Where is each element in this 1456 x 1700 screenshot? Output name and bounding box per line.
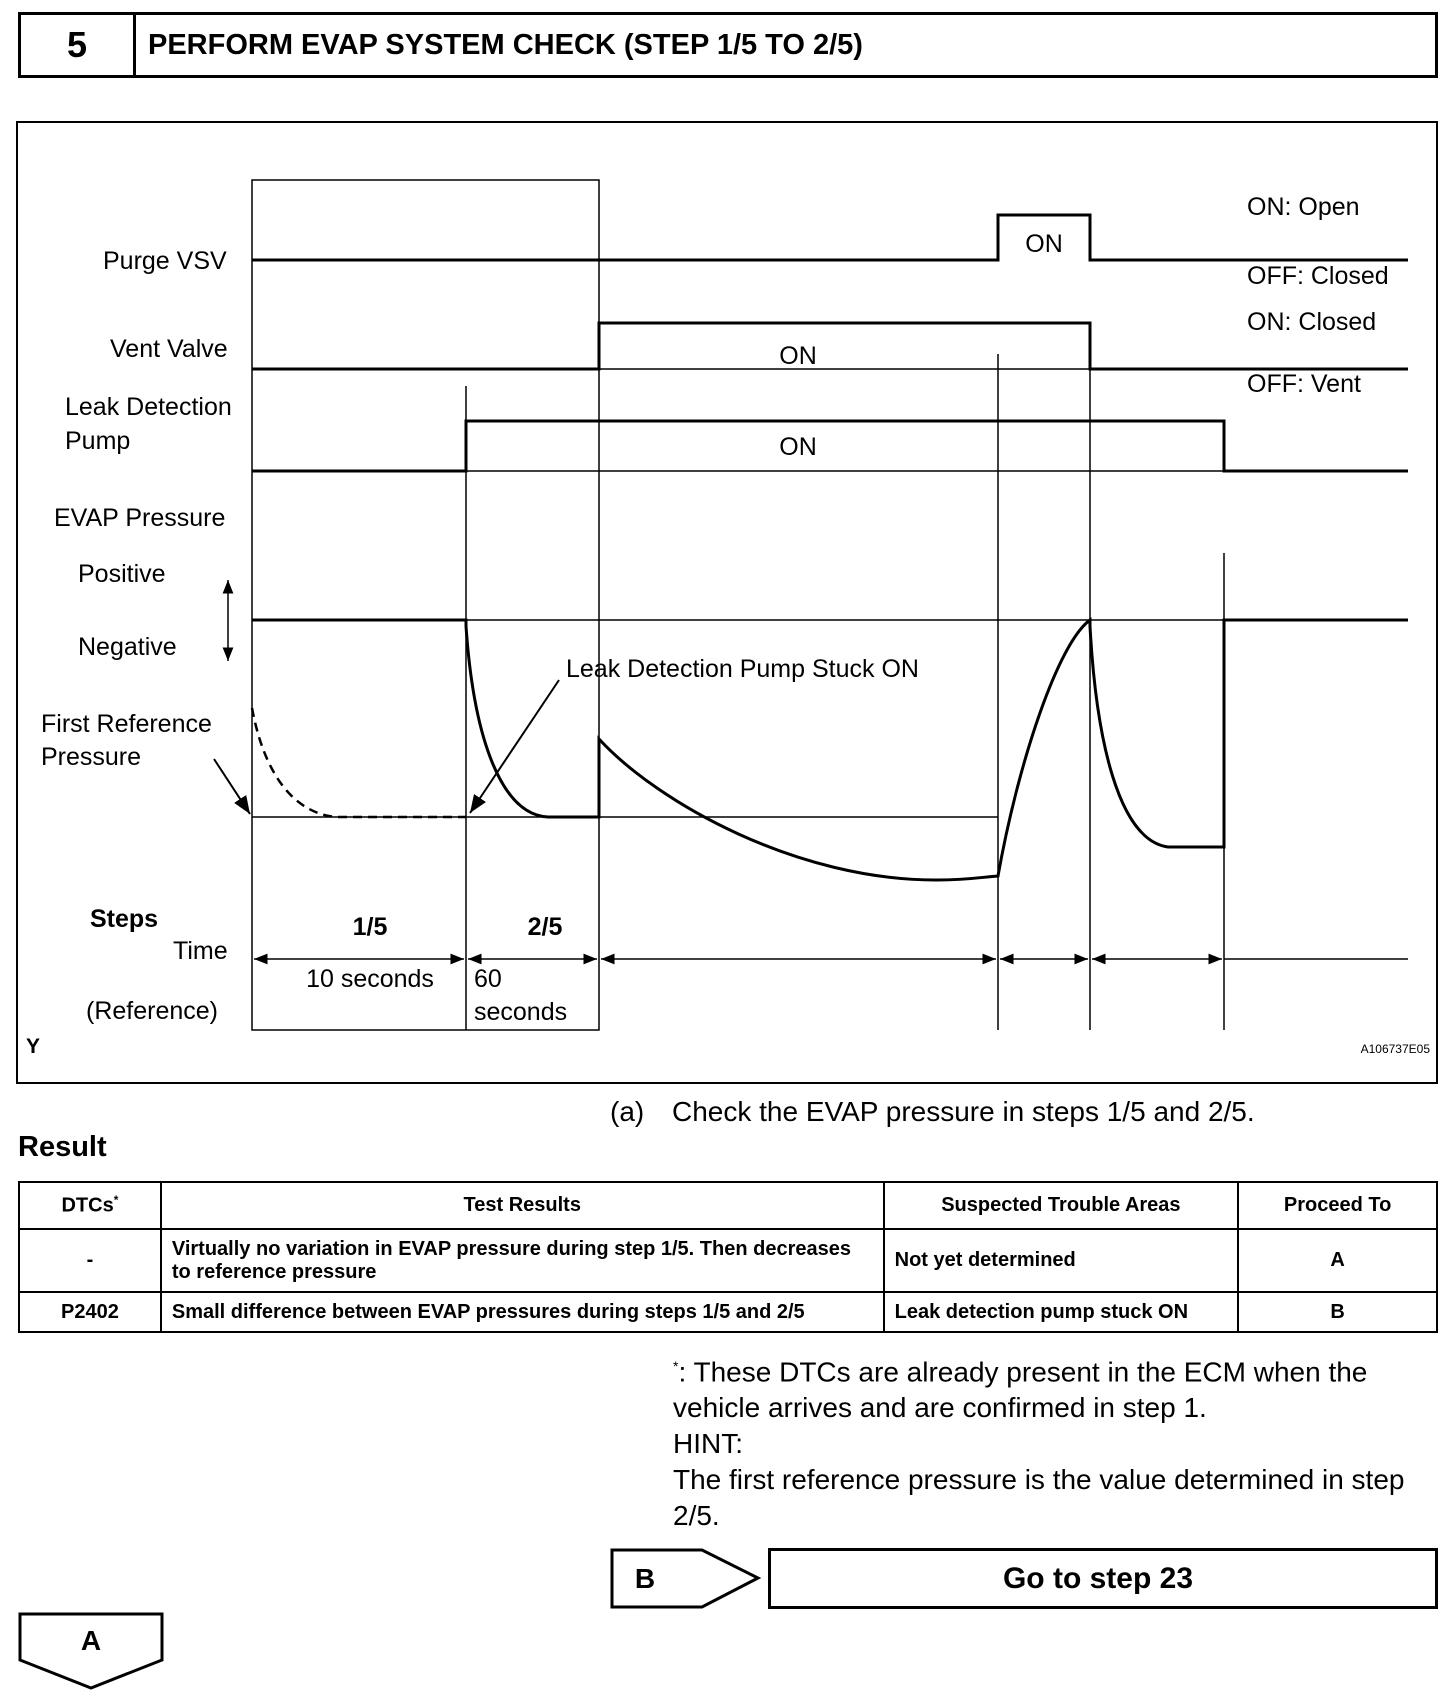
- step-2-label: 2/5: [527, 913, 563, 941]
- label-negative: Negative: [78, 633, 177, 661]
- table-row: [19, 1229, 1437, 1292]
- vent-on-label: ON: [779, 342, 817, 370]
- steps-label: Steps: [90, 905, 159, 933]
- table-row: [19, 1292, 1437, 1332]
- purge-vsv-signal: [252, 215, 1408, 260]
- cell-area: Leak detection pump stuck ON: [884, 1292, 1239, 1332]
- hint-text: The first reference pressure is the value determined in step 2/5.: [673, 1464, 1405, 1532]
- cell-dtc: -: [19, 1229, 161, 1292]
- instruction: [610, 1096, 1255, 1128]
- nav-a-arrow[interactable]: [18, 1612, 166, 1697]
- step-number: 5: [21, 15, 136, 75]
- pump-on-label: ON: [779, 433, 817, 461]
- instruction-label: (a): [610, 1096, 645, 1127]
- goto-step-button[interactable]: Go to step 23: [768, 1548, 1438, 1609]
- notes: [673, 1348, 1443, 1534]
- footnote: *: These DTCs are already present in the ECM when the vehicle arrives and are confirmed in step 1.: [673, 1356, 1368, 1424]
- col-dtcs: DTCs*: [19, 1182, 161, 1229]
- legend-purge-on: ON: Open: [1247, 193, 1360, 221]
- leak-pump-signal: [252, 421, 1408, 471]
- first-reference-pointer: [214, 759, 250, 814]
- stuck-on-annotation: Leak Detection Pump Stuck ON: [566, 655, 919, 683]
- instruction-text: Check the EVAP pressure in steps 1/5 and 2/5.: [672, 1096, 1255, 1127]
- stuck-on-dashed-curve: [252, 708, 466, 817]
- duration-1: 10 seconds: [306, 965, 434, 993]
- col-test-results: Test Results: [161, 1182, 884, 1229]
- step-1-label: 1/5: [352, 913, 388, 941]
- step-title: PERFORM EVAP SYSTEM CHECK (STEP 1/5 TO 2/5): [148, 28, 863, 61]
- label-leak-pump-1: Leak Detection: [65, 393, 232, 421]
- legend-vent-off: OFF: Vent: [1247, 370, 1361, 398]
- col-proceed: Proceed To: [1238, 1182, 1437, 1229]
- duration-2-line2: seconds: [474, 998, 568, 1026]
- hint-label: HINT:: [673, 1428, 743, 1460]
- label-purge-vsv: Purge VSV: [103, 247, 227, 275]
- step-1-frame: [252, 180, 599, 1030]
- results-table: [18, 1181, 1438, 1333]
- timing-diagram-svg: [18, 123, 1440, 1086]
- time-label: Time: [173, 937, 228, 965]
- corner-mark: Y: [26, 1035, 41, 1058]
- purge-on-label: ON: [1025, 230, 1063, 258]
- legend-purge-off: OFF: Closed: [1247, 262, 1389, 290]
- cell-proceed: B: [1238, 1292, 1437, 1332]
- result-heading: Result: [18, 1131, 107, 1163]
- b-arrow-label: B: [634, 1563, 656, 1594]
- a-arrow-label: A: [80, 1625, 102, 1656]
- label-first-reference-2: Pressure: [41, 743, 142, 771]
- col-trouble-areas: Suspected Trouble Areas: [884, 1182, 1239, 1229]
- label-vent-valve: Vent Valve: [110, 335, 228, 363]
- label-first-reference-1: First Reference: [41, 710, 212, 738]
- table-header-row: [19, 1182, 1437, 1229]
- cell-proceed: A: [1238, 1229, 1437, 1292]
- cell-result: Small difference between EVAP pressures during steps 1/5 and 2/5: [161, 1292, 884, 1332]
- cell-dtc: P2402: [19, 1292, 161, 1332]
- vent-valve-signal: [252, 323, 1408, 369]
- step-header: [18, 12, 1438, 78]
- nav-b-arrow[interactable]: [610, 1548, 762, 1614]
- duration-2-line1: 60: [474, 965, 502, 993]
- label-evap-pressure: EVAP Pressure: [54, 504, 226, 532]
- figure-id: A106737E05: [1360, 1042, 1430, 1056]
- legend-vent-on: ON: Closed: [1247, 308, 1377, 336]
- cell-area: Not yet determined: [884, 1229, 1239, 1292]
- label-positive: Positive: [78, 560, 166, 588]
- timing-diagram: [16, 121, 1438, 1084]
- stuck-on-pointer: [470, 680, 559, 813]
- label-leak-pump-2: Pump: [65, 427, 131, 455]
- reference-label: (Reference): [86, 997, 218, 1025]
- cell-result: Virtually no variation in EVAP pressure during step 1/5. Then decreases to reference pressure: [161, 1229, 884, 1292]
